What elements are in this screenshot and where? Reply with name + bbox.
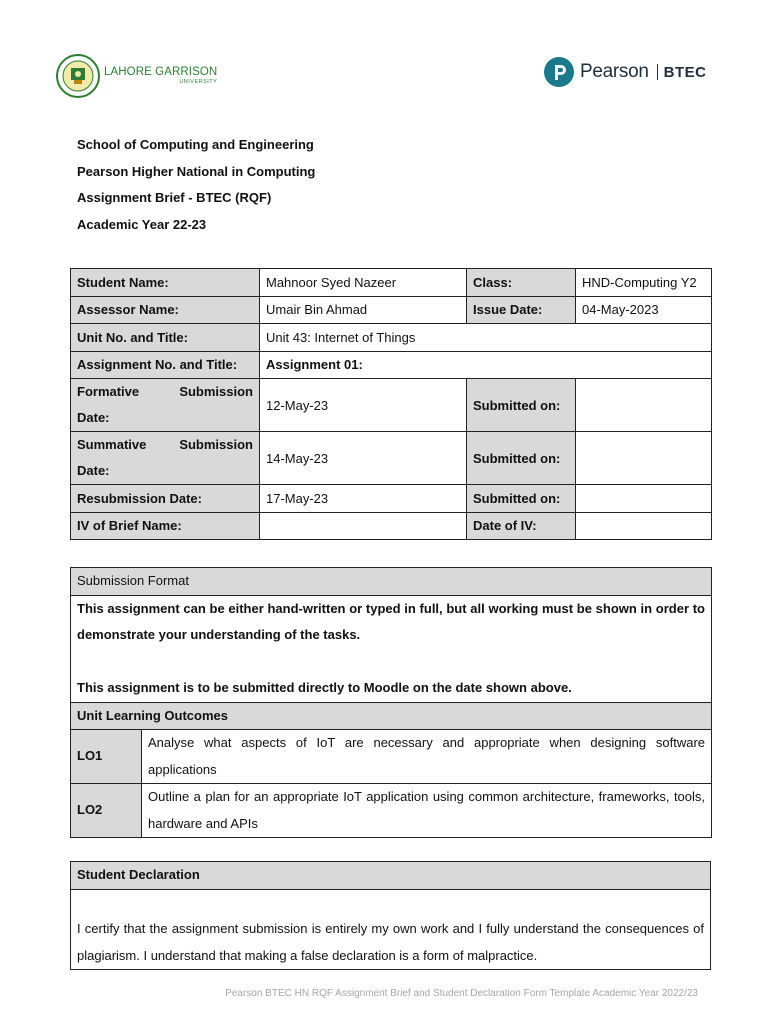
outcomes-title: Unit Learning Outcomes bbox=[71, 702, 712, 730]
assignment-value: Assignment 01: bbox=[260, 351, 712, 379]
lgu-name: LAHORE GARRISON bbox=[104, 66, 218, 78]
summative-label-b: Submission bbox=[179, 437, 253, 452]
document-heading bbox=[77, 136, 315, 242]
table-row bbox=[71, 269, 712, 297]
pearson-btec-logo bbox=[544, 57, 707, 87]
page-footer: Pearson BTEC HN RQF Assignment Brief and Student Declaration Form Template Academic Year 2022/23 bbox=[225, 988, 698, 999]
unit-label: Unit No. and Title: bbox=[71, 324, 260, 352]
resubmission-value: 17-May-23 bbox=[260, 485, 467, 513]
submission-format-title: Submission Format bbox=[71, 568, 712, 596]
brief-type: Assignment Brief - BTEC (RQF) bbox=[77, 190, 272, 205]
assessor-value: Umair Bin Ahmad bbox=[260, 296, 467, 324]
table-row bbox=[71, 379, 712, 432]
lgu-sub: UNIVERSITY bbox=[179, 78, 218, 85]
iv-date-label: Date of IV: bbox=[467, 512, 576, 540]
university-seal-icon bbox=[56, 54, 100, 98]
programme-name: Pearson Higher National in Computing bbox=[77, 163, 316, 179]
table-row bbox=[71, 784, 712, 838]
submitted-on-value bbox=[576, 485, 712, 513]
unit-value: Unit 43: Internet of Things bbox=[260, 324, 712, 352]
submitted-on-label: Submitted on: bbox=[467, 432, 576, 485]
submitted-on-label: Submitted on: bbox=[467, 485, 576, 513]
assessor-label: Assessor Name: bbox=[71, 296, 260, 324]
table-row bbox=[71, 432, 712, 485]
table-row bbox=[71, 889, 711, 970]
declaration-title: Student Declaration bbox=[71, 862, 711, 890]
school-name: School of Computing and Engineering bbox=[77, 137, 314, 152]
table-row bbox=[71, 702, 712, 730]
table-row bbox=[71, 296, 712, 324]
student-name-label: Student Name: bbox=[71, 269, 260, 297]
issue-date-value: 04-May-2023 bbox=[576, 296, 712, 324]
submitted-on-value bbox=[576, 379, 712, 432]
submission-format-table bbox=[70, 567, 712, 838]
summative-label-c: Date: bbox=[77, 463, 110, 478]
class-label: Class: bbox=[467, 269, 576, 297]
formative-date-value: 12-May-23 bbox=[260, 379, 467, 432]
summative-date-label bbox=[71, 432, 260, 485]
logo-divider bbox=[657, 64, 658, 80]
formative-date-label bbox=[71, 379, 260, 432]
lo-code: LO1 bbox=[71, 730, 142, 784]
formative-label-b: Submission bbox=[179, 384, 253, 399]
pearson-p-icon bbox=[544, 57, 574, 87]
table-row bbox=[71, 568, 712, 596]
student-declaration-table bbox=[70, 861, 711, 970]
lo-text: Outline a plan for an appropriate IoT application using common architecture, frameworks, tools, hardware and APIs bbox=[142, 784, 712, 838]
formative-label-a: Formative bbox=[77, 384, 140, 399]
btec-name: BTEC bbox=[663, 63, 707, 81]
declaration-body bbox=[71, 889, 711, 970]
submission-para-1: This assignment can be either hand-written or typed in full, but all working must be shown in order to demonstrate your understanding of the tasks. bbox=[77, 600, 706, 642]
lo-text: Analyse what aspects of IoT are necessary and appropriate when designing software applications bbox=[142, 730, 712, 784]
iv-name-value bbox=[260, 512, 467, 540]
declaration-text: I certify that the assignment submission is entirely my own work and I fully understand the consequences of plagiarism. I understand that making a false declaration is a form of malpractice. bbox=[77, 921, 704, 963]
lgu-logo bbox=[56, 54, 217, 98]
iv-date-value bbox=[576, 512, 712, 540]
formative-label-c: Date: bbox=[77, 410, 110, 425]
submitted-on-value bbox=[576, 432, 712, 485]
table-row bbox=[71, 324, 712, 352]
academic-year: Academic Year 22-23 bbox=[77, 216, 207, 232]
table-row bbox=[71, 862, 711, 890]
table-row bbox=[71, 730, 712, 784]
table-row bbox=[71, 512, 712, 540]
submitted-on-label: Submitted on: bbox=[467, 379, 576, 432]
table-row bbox=[71, 351, 712, 379]
iv-name-label: IV of Brief Name: bbox=[71, 512, 260, 540]
submission-instructions bbox=[71, 595, 712, 702]
table-row bbox=[71, 595, 712, 702]
assignment-label: Assignment No. and Title: bbox=[71, 351, 260, 379]
issue-date-label: Issue Date: bbox=[467, 296, 576, 324]
resubmission-label: Resubmission Date: bbox=[71, 485, 260, 513]
submission-para-2: This assignment is to be submitted directly to Moodle on the date shown above. bbox=[77, 680, 572, 695]
assignment-info-table bbox=[70, 268, 712, 540]
summative-label-a: Summative bbox=[77, 437, 147, 452]
class-value: HND-Computing Y2 bbox=[576, 269, 712, 297]
pearson-name: Pearson bbox=[580, 61, 649, 82]
student-name-value: Mahnoor Syed Nazeer bbox=[260, 269, 467, 297]
lo-code: LO2 bbox=[71, 784, 142, 838]
table-row bbox=[71, 485, 712, 513]
summative-date-value: 14-May-23 bbox=[260, 432, 467, 485]
